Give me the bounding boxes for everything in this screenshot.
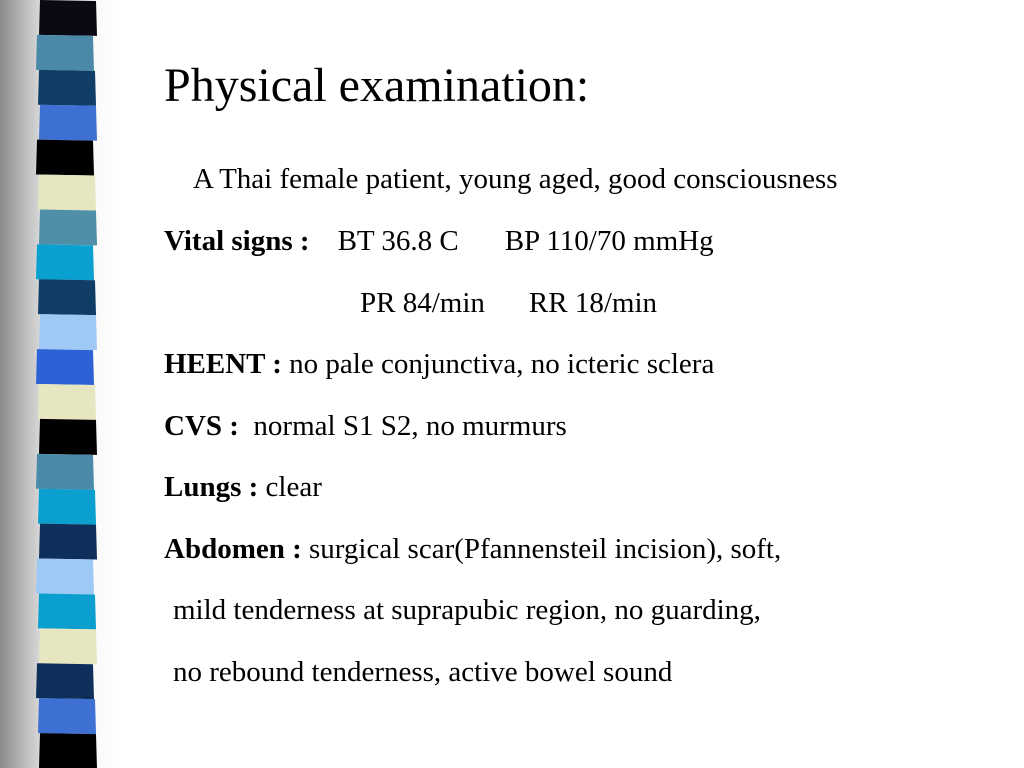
abdomen-line-3: no rebound tenderness, active bowel sound bbox=[173, 656, 673, 688]
abdomen-label: Abdomen : bbox=[164, 533, 302, 565]
abdomen-line-2: mild tenderness at suprapubic region, no guarding, bbox=[173, 594, 761, 626]
vital-signs-line-2 bbox=[360, 286, 657, 320]
heent-line bbox=[164, 347, 714, 381]
abdomen-text: surgical scar(Pfannensteil incision), soft, bbox=[301, 533, 782, 565]
respiratory-rate: RR 18/min bbox=[528, 287, 658, 319]
decorative-stripe-shadow bbox=[0, 0, 120, 768]
abdomen-line bbox=[164, 532, 781, 566]
blood-pressure: BP 110/70 mmHg bbox=[504, 225, 714, 257]
pulse-rate: PR 84/min bbox=[360, 287, 485, 319]
cvs-line bbox=[164, 409, 567, 443]
vital-signs-line-1 bbox=[164, 224, 714, 258]
cvs-label: CVS : bbox=[164, 410, 239, 442]
heent-text: no pale conjunctiva, no icteric sclera bbox=[281, 348, 715, 380]
cvs-text: normal S1 S2, no murmurs bbox=[238, 410, 567, 442]
heent-label: HEENT : bbox=[164, 348, 282, 380]
body-temperature: BT 36.8 C bbox=[337, 225, 459, 257]
patient-summary: A Thai female patient, young aged, good consciousness bbox=[193, 163, 838, 195]
vital-signs-label: Vital signs : bbox=[164, 225, 310, 257]
lungs-line bbox=[164, 470, 322, 504]
lungs-text: clear bbox=[258, 471, 322, 503]
slide-title: Physical examination: bbox=[164, 59, 590, 112]
lungs-label: Lungs : bbox=[164, 471, 259, 503]
